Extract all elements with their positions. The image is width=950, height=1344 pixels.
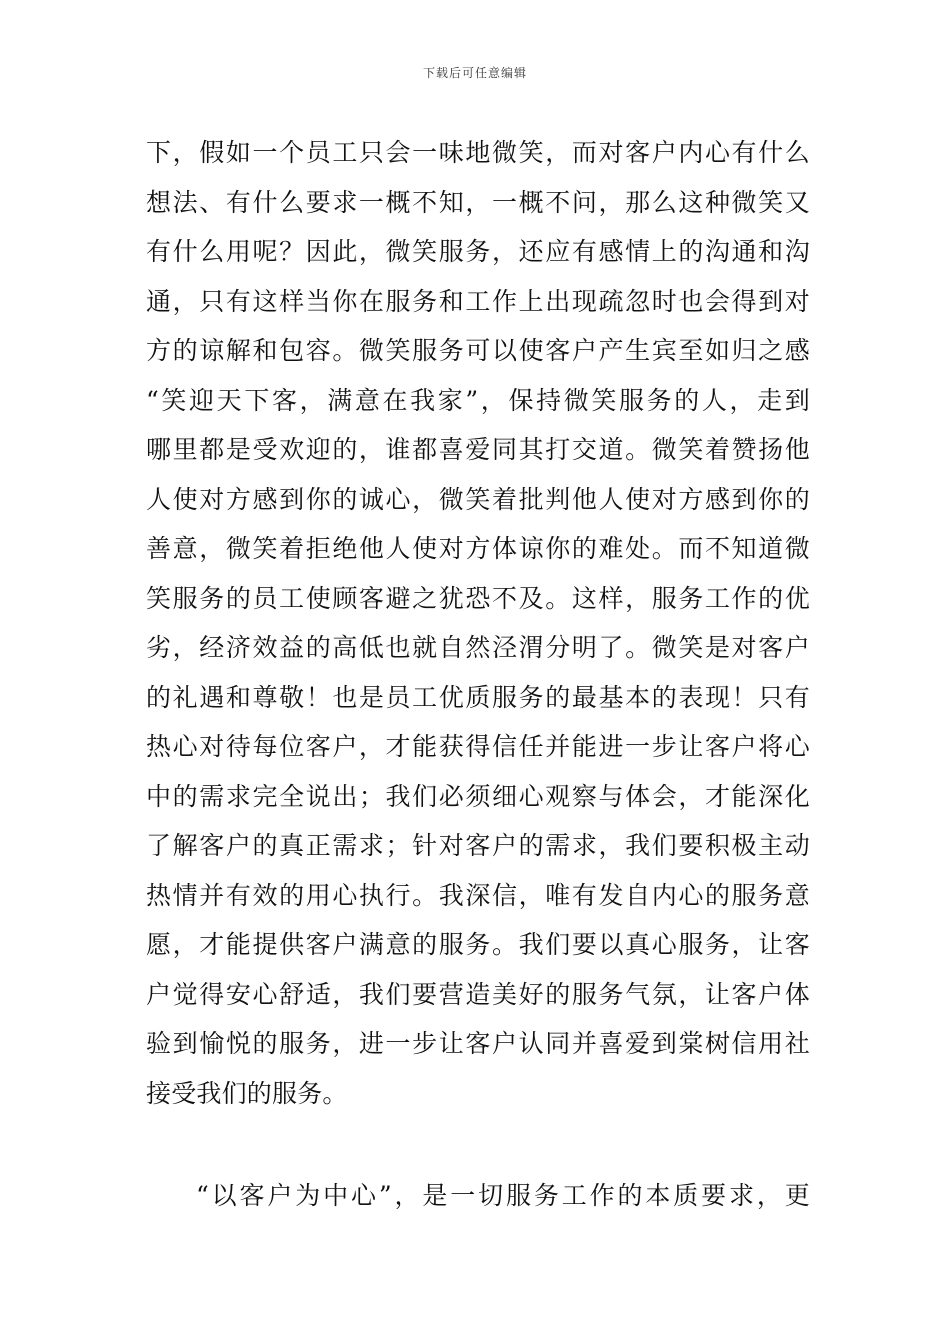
- text-line: 劣，经济效益的高低也就自然泾渭分明了。微笑是对客户: [146, 633, 810, 662]
- text-line: 善意，微笑着拒绝他人使对方体谅你的难处。而不知道微: [146, 534, 810, 563]
- text-line: 验到愉悦的服务，进一步让客户认同并喜爱到棠树信用社: [146, 1029, 810, 1058]
- text-line: 人使对方感到你的诚心，微笑着批判他人使对方感到你的: [146, 484, 810, 514]
- text-line: 愿，才能提供客户满意的服务。我们要以真心服务，让客: [146, 930, 810, 959]
- text-line: 了解客户的真正需求；针对客户的需求，我们要积极主动: [146, 831, 810, 860]
- text-line: 笑服务的员工使顾客避之犹恐不及。这样，服务工作的优: [146, 583, 810, 613]
- paragraph-2: [146, 1171, 810, 1221]
- text-line: 哪里都是受欢迎的，谁都喜爱同其打交道。微笑着赞扬他: [146, 435, 810, 464]
- text-line: 通，只有这样当你在服务和工作上出现疏忽时也会得到对: [146, 286, 810, 316]
- text-line: 方的谅解和包容。微笑服务可以使客户产生宾至如归之感: [146, 336, 810, 365]
- text-line: 下，假如一个员工只会一味地微笑，而对客户内心有什么: [146, 138, 810, 167]
- text-line: 热心对待每位客户，才能获得信任并能进一步让客户将心: [146, 732, 810, 761]
- paragraph-1: [146, 128, 810, 1118]
- text-line: 热情并有效的用心执行。我深信，唯有发自内心的服务意: [146, 880, 810, 910]
- text-line: 户觉得安心舒适，我们要营造美好的服务气氛，让客户体: [146, 979, 810, 1009]
- page-header: 下载后可任意编辑: [422, 66, 527, 80]
- text-line: 的礼遇和尊敬！也是员工优质服务的最基本的表现！只有: [146, 682, 810, 712]
- text-line: 中的需求完全说出；我们必须细心观察与体会，才能深化: [146, 781, 810, 811]
- text-line: 有什么用呢？因此，微笑服务，还应有感情上的沟通和沟: [146, 237, 810, 266]
- text-line: “笑迎天下客，满意在我家”，保持微笑服务的人，走到: [146, 385, 810, 415]
- text-line: 接受我们的服务。: [146, 1078, 348, 1108]
- text-line: “以客户为中心”，是一切服务工作的本质要求，更: [196, 1181, 810, 1210]
- text-line: 想法、有什么要求一概不知，一概不问，那么这种微笑又: [146, 187, 810, 217]
